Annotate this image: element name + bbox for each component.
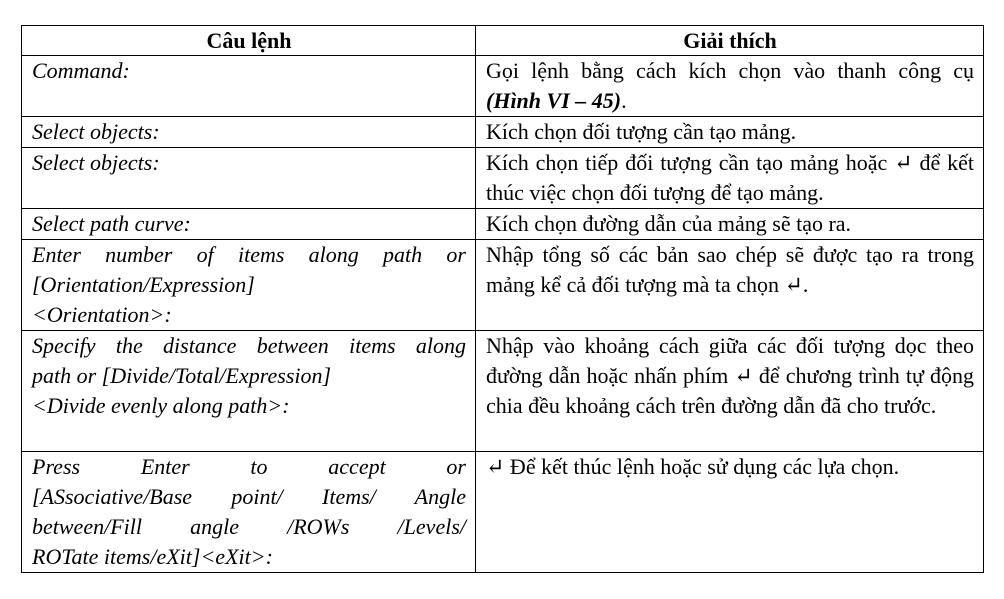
table-row — [22, 117, 984, 148]
command-line: [ASsociative/Base point/ Items/ Angle — [32, 484, 466, 509]
table-row — [22, 148, 984, 209]
command-line: <Divide evenly along path>: — [32, 393, 290, 418]
table-row — [22, 56, 984, 117]
explanation-cell: Nhập vào khoảng cách giữa các đối tượng dọc theo đường dẫn hoặc nhấn phím ↵ để chương trình tự động chia đều khoảng cách trên đường dẫn đã cho trước. — [476, 331, 984, 452]
table-header-row — [22, 26, 984, 56]
explanation-cell: Nhập tổng số các bản sao chép sẽ được tạo ra trong mảng kể cả đối tượng mà ta chọn ↵. — [476, 240, 984, 331]
header-explanation: Giải thích — [476, 26, 984, 56]
table-row — [22, 331, 984, 452]
table-row — [22, 240, 984, 331]
command-line: Press Enter to accept or — [32, 454, 466, 479]
explanation-cell: Kích chọn đối tượng cần tạo mảng. — [476, 117, 984, 148]
explanation-cell — [476, 56, 984, 117]
command-line: Specify the distance between items along — [32, 333, 466, 358]
command-line: <Orientation>: — [32, 302, 172, 327]
command-line: path or [Divide/Total/Expression] — [32, 363, 332, 388]
command-line: [Orientation/Expression] — [32, 272, 255, 297]
explanation-cell: ↵ Để kết thúc lệnh hoặc sử dụng các lựa chọn. — [476, 452, 984, 573]
command-cell — [22, 331, 476, 452]
explanation-text: Gọi lệnh bằng cách kích chọn vào thanh công cụ — [486, 58, 974, 83]
table-row — [22, 209, 984, 240]
figure-reference: (Hình VI – 45) — [486, 88, 622, 113]
command-cell — [22, 452, 476, 573]
command-cell: Command: — [22, 56, 476, 117]
command-cell: Select path curve: — [22, 209, 476, 240]
command-cell — [22, 240, 476, 331]
command-cell: Select objects: — [22, 148, 476, 209]
explanation-cell: Kích chọn đường dẫn của mảng sẽ tạo ra. — [476, 209, 984, 240]
command-line: Enter number of items along path or — [32, 242, 466, 267]
command-cell: Select objects: — [22, 117, 476, 148]
header-command: Câu lệnh — [22, 26, 476, 56]
command-line: between/Fill angle /ROWs /Levels/ — [32, 514, 466, 539]
explanation-end: . — [621, 88, 627, 113]
command-table — [21, 25, 984, 573]
command-line: ROTate items/eXit]<eXit>: — [32, 544, 273, 569]
table-row — [22, 452, 984, 573]
explanation-cell: Kích chọn tiếp đối tượng cần tạo mảng hoặc ↵ để kết thúc việc chọn đối tượng để tạo mảng. — [476, 148, 984, 209]
